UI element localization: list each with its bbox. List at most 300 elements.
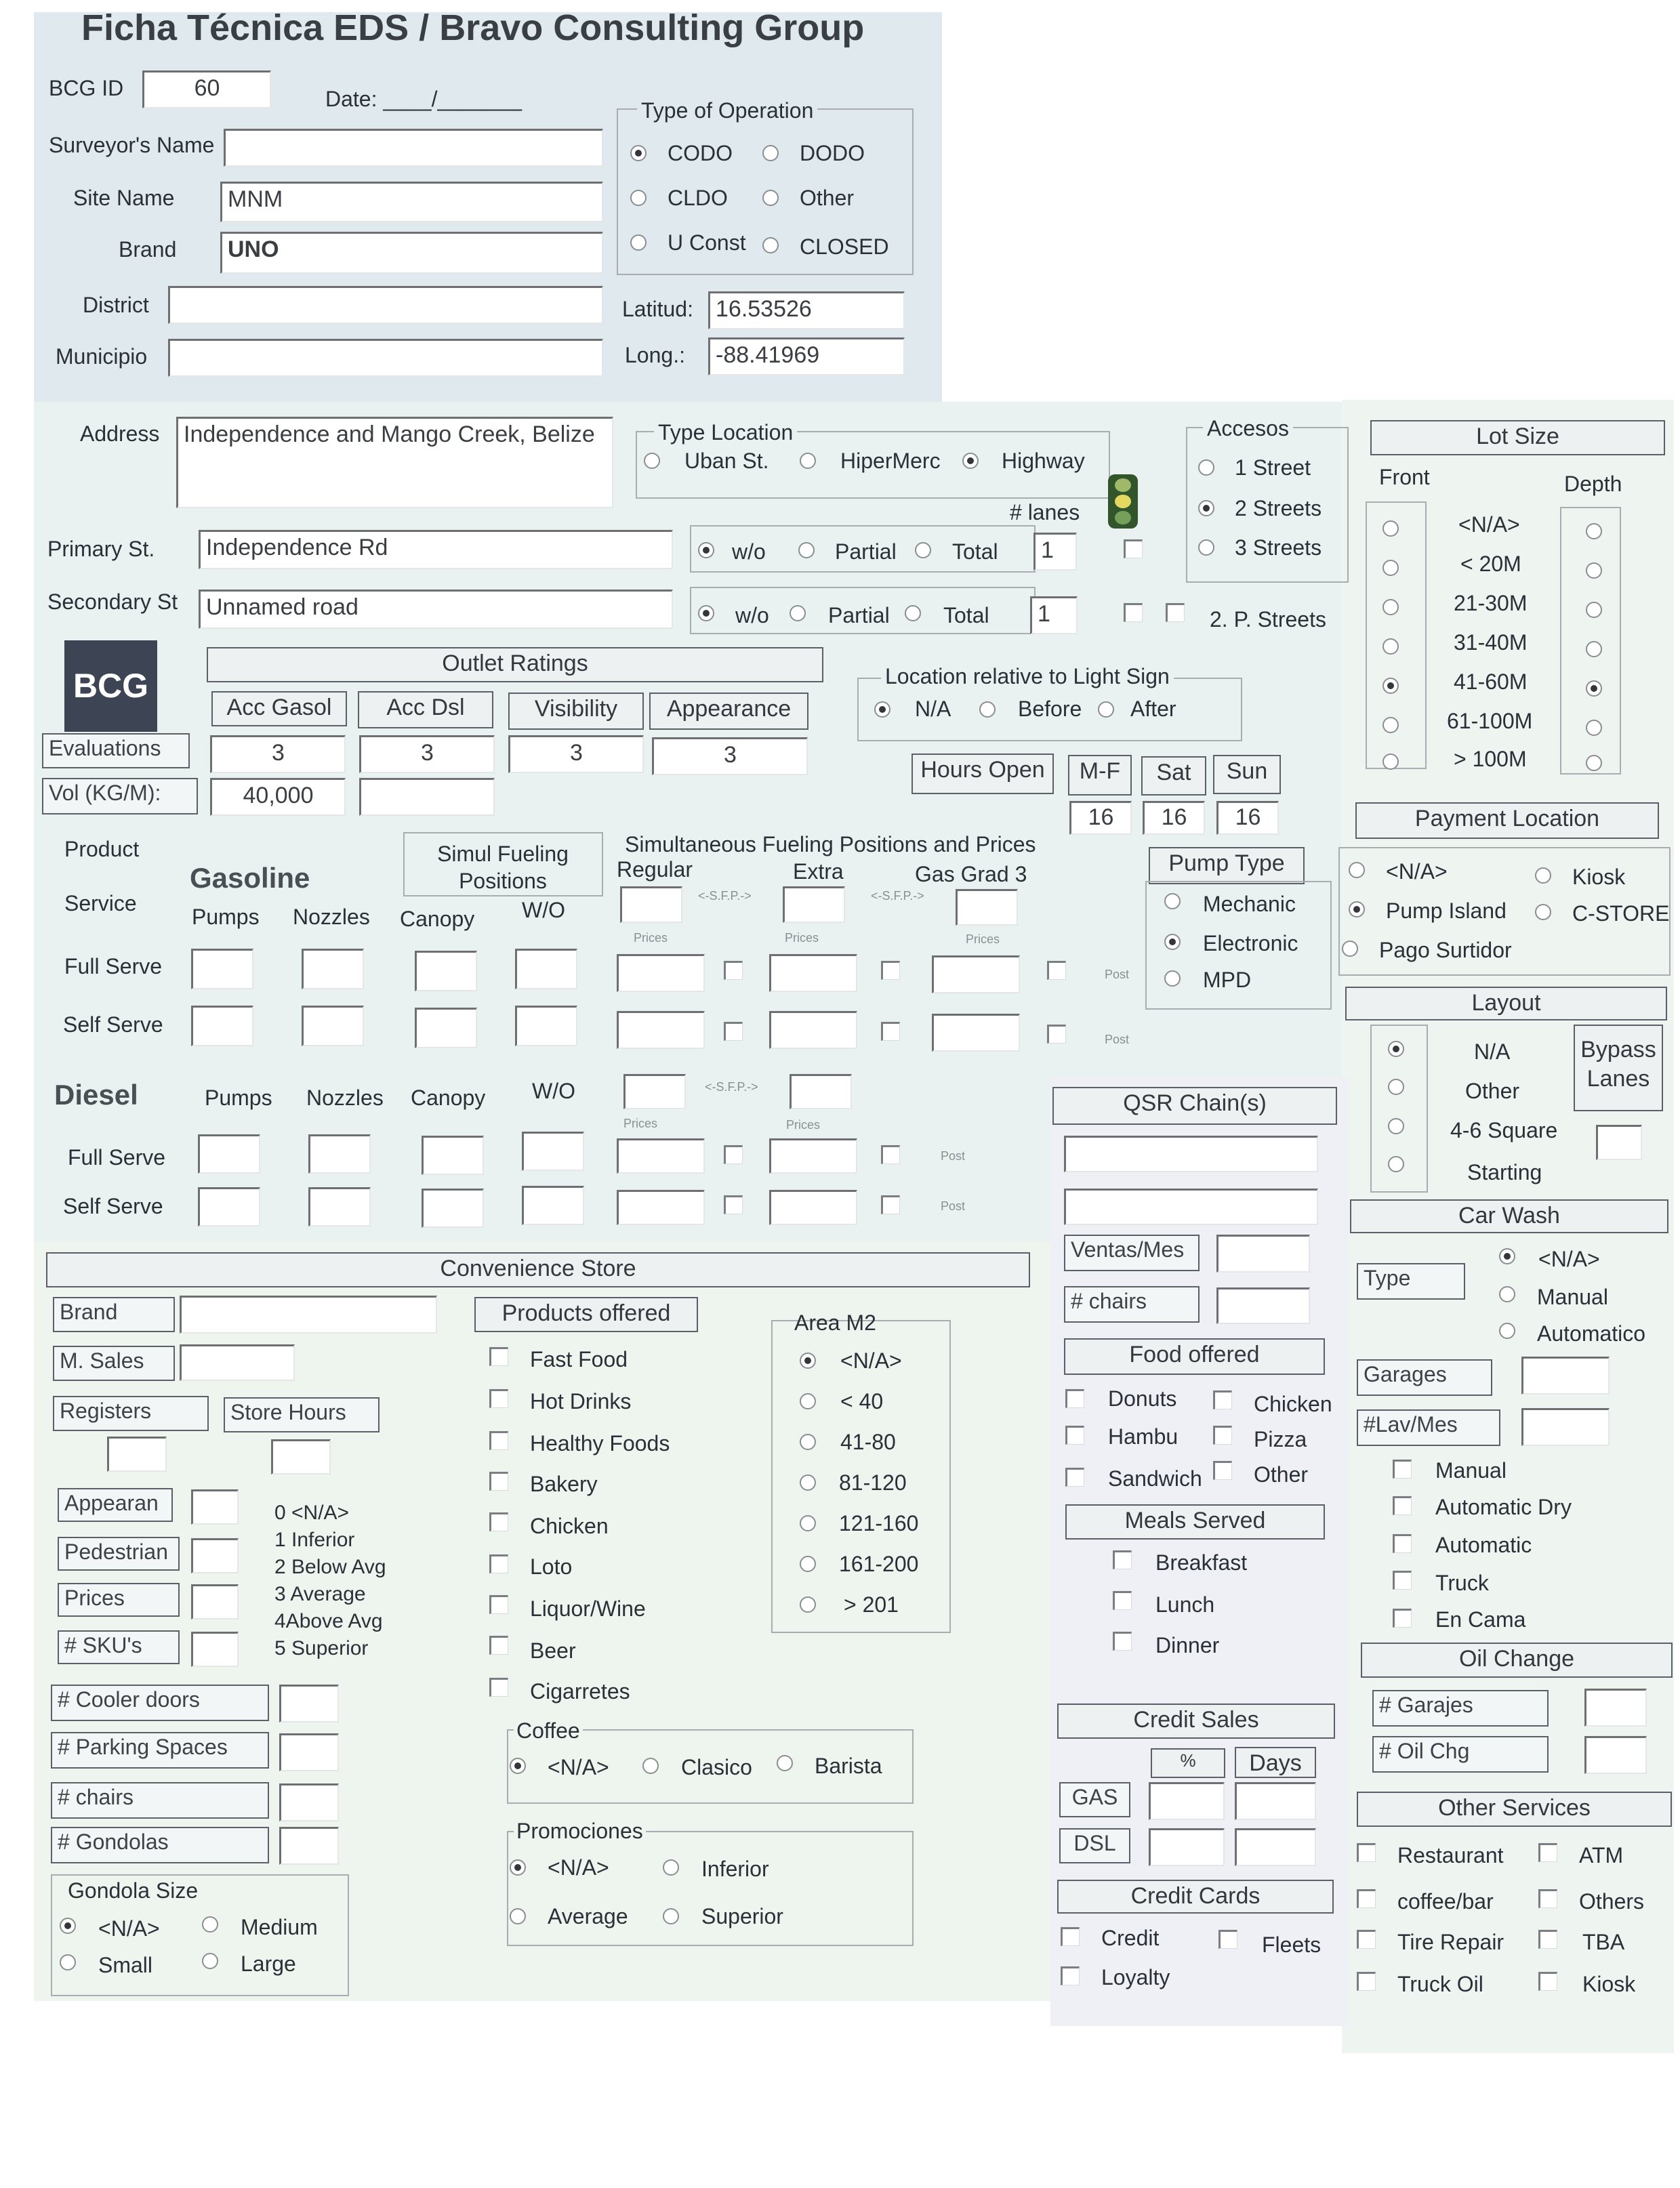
radio-secondary-wo[interactable] — [698, 605, 714, 621]
area-option: 161-200 — [839, 1552, 919, 1576]
credit-pct-header: % — [1151, 1748, 1225, 1778]
prices-field[interactable] — [191, 1584, 239, 1619]
gas-full-serve-label: Full Serve — [64, 954, 163, 978]
area-radio[interactable] — [800, 1596, 816, 1613]
lot-option: 41-60M — [1454, 669, 1528, 694]
radio-uban-st[interactable] — [644, 453, 660, 469]
pedestrian-label: Pedestrian — [58, 1537, 180, 1571]
radio-other[interactable] — [762, 190, 779, 206]
municipio-field[interactable] — [168, 339, 603, 377]
gasoline-label: Gasoline — [190, 862, 310, 894]
radio-promo-average[interactable] — [510, 1908, 526, 1924]
gas-full-regular-post[interactable] — [724, 961, 743, 980]
dsl-self-price[interactable] — [617, 1190, 705, 1225]
product-checkbox[interactable] — [489, 1554, 508, 1573]
dsl-full-canopy[interactable] — [422, 1136, 484, 1175]
credit-gas-pct[interactable] — [1149, 1782, 1225, 1820]
qsr-field-1[interactable] — [1064, 1136, 1318, 1172]
radio-carwash-na[interactable] — [1499, 1248, 1515, 1264]
svc-atm-checkbox[interactable] — [1538, 1843, 1557, 1862]
municipio-label: Municipio — [56, 344, 148, 369]
radio-secondary-total[interactable] — [905, 605, 921, 621]
radio-3-streets[interactable] — [1198, 539, 1214, 556]
radio-layout-na[interactable] — [1388, 1041, 1404, 1057]
operation-label: Type of Operation — [637, 98, 817, 123]
ventas-mes-label: Ventas/Mes — [1064, 1235, 1200, 1271]
credit-dsl-pct[interactable] — [1149, 1828, 1225, 1866]
vol-extra-field[interactable] — [359, 778, 495, 816]
radio-promo-inferior[interactable] — [663, 1859, 679, 1876]
oil-garajes-field[interactable] — [1584, 1689, 1647, 1727]
registers-field[interactable] — [107, 1437, 167, 1472]
option-dodo: DODO — [800, 141, 865, 165]
gondola-na: <N/A> — [98, 1916, 160, 1941]
bypass-lanes-field[interactable] — [1596, 1125, 1642, 1160]
food-sandwich: Sandwich — [1108, 1466, 1202, 1491]
dsl-full-price[interactable] — [617, 1138, 705, 1174]
radio-gondola-na[interactable] — [60, 1918, 76, 1934]
product-checkbox[interactable] — [489, 1678, 508, 1697]
appearance-value[interactable]: 3 — [652, 737, 808, 775]
qsr-field-2[interactable] — [1064, 1189, 1318, 1225]
pump-mechanic: Mechanic — [1203, 892, 1296, 916]
product-label: Product — [64, 837, 140, 861]
radio-secondary-partial[interactable] — [790, 605, 806, 621]
credit-dsl-days[interactable] — [1235, 1828, 1316, 1866]
dsl-full-nozzles[interactable] — [308, 1134, 371, 1174]
dsl-full-wo[interactable] — [522, 1132, 584, 1171]
lot-front-radio[interactable] — [1382, 638, 1399, 655]
meal-lunch-checkbox[interactable] — [1113, 1591, 1132, 1610]
lot-front-radio[interactable] — [1382, 520, 1399, 537]
cw-automatic-dry: Automatic Dry — [1435, 1495, 1572, 1519]
area-radio[interactable] — [800, 1434, 816, 1450]
secondary-lanes-field[interactable]: 1 — [1030, 596, 1078, 634]
radio-codo[interactable] — [630, 145, 647, 161]
pump-electronic: Electronic — [1203, 931, 1298, 955]
gas-full-post-label: Post — [1105, 968, 1130, 981]
parking-spaces-field[interactable] — [279, 1733, 339, 1771]
dsl-self-wo[interactable] — [522, 1186, 584, 1225]
brand-label: Brand — [119, 237, 177, 262]
dsl-self-serve-label: Self Serve — [63, 1194, 163, 1218]
option-2-streets: 2 Streets — [1235, 496, 1322, 520]
gas-self-pumps[interactable] — [191, 1006, 253, 1046]
food-other-checkbox[interactable] — [1213, 1461, 1232, 1480]
lot-front-radio[interactable] — [1382, 754, 1399, 770]
lot-depth-radio[interactable] — [1586, 755, 1602, 771]
dsl-full-price-2[interactable] — [769, 1138, 857, 1174]
lanes-label: # lanes — [1010, 500, 1080, 524]
product-beer: Beer — [530, 1638, 576, 1663]
svc-restaurant-checkbox[interactable] — [1357, 1843, 1376, 1862]
light-after: After — [1130, 697, 1176, 721]
card-loyalty-checkbox[interactable] — [1061, 1966, 1080, 1985]
lot-depth-radio[interactable] — [1586, 562, 1602, 579]
product-checkbox[interactable] — [489, 1636, 508, 1655]
credit-days-header: Days — [1235, 1747, 1316, 1778]
radio-payment-na[interactable] — [1349, 862, 1365, 878]
product-chicken: Chicken — [530, 1514, 609, 1538]
meal-dinner-checkbox[interactable] — [1113, 1632, 1132, 1651]
cw-truck-checkbox[interactable] — [1393, 1571, 1412, 1590]
primary-light-checkbox[interactable] — [1124, 539, 1143, 558]
gas-full-grad3-post[interactable] — [1047, 961, 1066, 980]
acc-gasol-header: Acc Gasol — [211, 691, 347, 726]
lot-depth-radio[interactable] — [1586, 641, 1602, 657]
convenience-store-header: Convenience Store — [46, 1252, 1030, 1287]
regular-sfp-field[interactable] — [620, 886, 682, 923]
cw-en-cama: En Cama — [1435, 1607, 1526, 1632]
cw-en-cama-checkbox[interactable] — [1393, 1609, 1412, 1628]
radio-gondola-small[interactable] — [60, 1954, 76, 1970]
scale-2: 2 Below Avg — [274, 1556, 386, 1578]
secondary-light-checkbox[interactable] — [1124, 603, 1143, 622]
skus-field[interactable] — [191, 1632, 239, 1667]
dsl-nozzles-header: Nozzles — [306, 1086, 384, 1110]
simul-header: Simul Fueling Positions — [437, 842, 569, 893]
option-closed: CLOSED — [800, 234, 889, 259]
carwash-automatico: Automatico — [1537, 1321, 1646, 1346]
radio-2-streets[interactable] — [1198, 500, 1214, 516]
district-label: District — [83, 293, 149, 317]
coffee-barista: Barista — [815, 1754, 882, 1778]
radio-promo-superior[interactable] — [663, 1908, 679, 1924]
two-p-streets-checkbox[interactable] — [1166, 603, 1185, 622]
lot-front-radio[interactable] — [1382, 717, 1399, 733]
food-hambu-checkbox[interactable] — [1065, 1426, 1084, 1445]
gas-full-grad3-price[interactable] — [932, 955, 1020, 993]
promo-superior: Superior — [701, 1904, 783, 1928]
product-checkbox[interactable] — [489, 1472, 508, 1491]
cw-automatic-dry-checkbox[interactable] — [1393, 1496, 1412, 1515]
dsl-self-price-2[interactable] — [769, 1190, 857, 1225]
hours-mf-header: M-F — [1068, 755, 1132, 796]
gas-self-grad3-price[interactable] — [932, 1014, 1020, 1052]
gondola-medium: Medium — [241, 1915, 318, 1939]
radio-coffee-clasico[interactable] — [642, 1758, 659, 1774]
radio-coffee-barista[interactable] — [777, 1755, 793, 1771]
gas-self-canopy[interactable] — [415, 1008, 477, 1048]
radio-carwash-automatico[interactable] — [1499, 1323, 1515, 1339]
dsl-pumps-header: Pumps — [205, 1086, 272, 1110]
hours-open-header: Hours Open — [911, 754, 1054, 794]
appearance-field[interactable] — [191, 1489, 239, 1525]
gas-self-post-label: Post — [1105, 1033, 1130, 1046]
area-option: 81-120 — [839, 1470, 907, 1495]
brand-field[interactable]: UNO — [220, 232, 603, 274]
promo-average: Average — [548, 1904, 628, 1928]
radio-light-after[interactable] — [1098, 701, 1114, 718]
product-loto: Loto — [530, 1554, 573, 1579]
gas-full-wo[interactable] — [515, 949, 577, 989]
store-sales-field[interactable] — [180, 1344, 295, 1381]
hours-sun-field[interactable]: 16 — [1216, 801, 1279, 835]
traffic-light-icon — [1108, 474, 1138, 529]
gas-full-regular-price[interactable] — [617, 954, 705, 992]
qsr-header: QSR Chain(s) — [1052, 1087, 1337, 1125]
radio-light-before[interactable] — [979, 701, 996, 718]
radio-primary-wo[interactable] — [698, 542, 714, 558]
credit-gas-days[interactable] — [1235, 1782, 1316, 1820]
car-wash-type-label: Type — [1357, 1263, 1465, 1300]
dsl-prices-label: Prices — [623, 1117, 658, 1130]
gas-self-nozzles[interactable] — [302, 1006, 364, 1046]
scale-4: 4Above Avg — [274, 1610, 383, 1632]
card-fleets: Fleets — [1262, 1933, 1322, 1957]
gas-self-extra-price[interactable] — [769, 1011, 857, 1049]
food-pizza: Pizza — [1254, 1427, 1307, 1451]
radio-layout-starting[interactable] — [1388, 1156, 1404, 1172]
primary-street-field[interactable]: Independence Rd — [199, 530, 673, 569]
area-radio[interactable] — [800, 1556, 816, 1572]
cooler-doors-field[interactable] — [279, 1685, 339, 1722]
depth-label: Depth — [1564, 472, 1622, 496]
svc-tba-checkbox[interactable] — [1538, 1930, 1557, 1949]
lot-depth-radio[interactable] — [1586, 720, 1602, 736]
store-brand-field[interactable] — [180, 1296, 437, 1334]
product-checkbox[interactable] — [489, 1389, 508, 1408]
primary-wo: w/o — [732, 539, 766, 564]
outlet-ratings-header: Outlet Ratings — [207, 647, 823, 682]
diesel-label: Diesel — [54, 1079, 138, 1111]
radio-cldo[interactable] — [630, 190, 647, 206]
pedestrian-field[interactable] — [191, 1538, 239, 1573]
radio-payment-c-store[interactable] — [1535, 904, 1551, 920]
radio-promo-na[interactable] — [510, 1859, 526, 1876]
area-radio[interactable] — [800, 1393, 816, 1409]
dsl-self-pumps[interactable] — [198, 1187, 260, 1226]
option-highway: Highway — [1002, 449, 1085, 473]
radio-primary-total[interactable] — [915, 542, 931, 558]
gas-self-extra-post[interactable] — [881, 1022, 900, 1041]
radio-layout-other[interactable] — [1388, 1079, 1404, 1095]
dsl-self-nozzles[interactable] — [308, 1187, 371, 1226]
oil-chg-field[interactable] — [1584, 1736, 1647, 1774]
cw-automatic-checkbox[interactable] — [1393, 1534, 1412, 1553]
lot-depth-radio[interactable] — [1586, 523, 1602, 539]
dsl-canopy-header: Canopy — [411, 1086, 486, 1110]
scale-0: 0 <N/A> — [274, 1502, 350, 1524]
radio-u-const[interactable] — [630, 234, 647, 251]
product-checkbox[interactable] — [489, 1595, 508, 1614]
site-field[interactable]: MNM — [220, 182, 603, 222]
dsl-self-post-1[interactable] — [724, 1195, 743, 1214]
extra-header: Extra — [793, 859, 844, 884]
radio-coffee-na[interactable] — [510, 1758, 526, 1774]
gas-wo-header: W/O — [522, 898, 565, 922]
radio-hipermerc[interactable] — [800, 453, 816, 469]
type-location-label: Type Location — [654, 420, 797, 445]
food-donuts-checkbox[interactable] — [1065, 1389, 1084, 1408]
gas-full-canopy[interactable] — [415, 951, 477, 991]
food-chicken-checkbox[interactable] — [1213, 1390, 1232, 1409]
service-label: Service — [64, 891, 137, 915]
oil-change-header: Oil Change — [1361, 1643, 1673, 1678]
radio-dodo[interactable] — [762, 145, 779, 161]
radio-gondola-medium[interactable] — [202, 1916, 218, 1933]
bcg-id-field[interactable]: 60 — [142, 70, 271, 108]
svc-others-checkbox[interactable] — [1538, 1889, 1557, 1908]
dsl-sfp-field[interactable] — [623, 1074, 686, 1109]
radio-carwash-manual[interactable] — [1499, 1286, 1515, 1302]
option-other: Other — [800, 186, 855, 210]
dsl-self-canopy[interactable] — [422, 1189, 484, 1228]
cw-manual-checkbox[interactable] — [1393, 1460, 1412, 1479]
lot-option: > 100M — [1454, 747, 1527, 771]
products-offered-header: Products offered — [474, 1297, 698, 1332]
radio-layout-square[interactable] — [1388, 1118, 1404, 1134]
dsl-full-pumps[interactable] — [198, 1134, 260, 1174]
lav-mes-field[interactable] — [1521, 1408, 1610, 1446]
store-chairs-label: # chairs — [51, 1782, 269, 1819]
acc-dsl-value[interactable]: 3 — [359, 735, 495, 773]
meals-served-header: Meals Served — [1065, 1504, 1325, 1540]
food-hambu: Hambu — [1108, 1424, 1179, 1449]
lot-front-radio[interactable] — [1382, 560, 1399, 576]
garages-label: Garages — [1357, 1359, 1492, 1396]
appearance-header: Appearance — [649, 693, 808, 730]
surveyor-field[interactable] — [224, 129, 603, 167]
radio-1-street[interactable] — [1198, 459, 1214, 476]
layout-na: N/A — [1474, 1039, 1511, 1064]
store-chairs-field[interactable] — [279, 1783, 339, 1821]
gas-self-wo[interactable] — [515, 1006, 577, 1046]
radio-mechanic[interactable] — [1164, 893, 1181, 909]
svc-kiosk-checkbox[interactable] — [1538, 1972, 1557, 1991]
garages-field[interactable] — [1521, 1357, 1610, 1395]
store-hours-field[interactable] — [271, 1439, 331, 1474]
radio-payment-pump-island[interactable] — [1349, 901, 1365, 917]
secondary-wo: w/o — [735, 603, 769, 627]
gondola-small: Small — [98, 1953, 153, 1977]
scale-5: 5 Superior — [274, 1637, 369, 1659]
area-m2-label: Area M2 — [794, 1310, 876, 1335]
product-cigarretes: Cigarretes — [530, 1679, 630, 1704]
hours-mf-field[interactable]: 16 — [1069, 801, 1132, 835]
dsl-sfp-field-2[interactable] — [790, 1074, 852, 1109]
gas-full-extra-price[interactable] — [769, 954, 857, 992]
long-field[interactable]: -88.41969 — [708, 337, 905, 375]
radio-light-na[interactable] — [874, 701, 890, 718]
bcg-id-label: BCG ID — [49, 76, 124, 100]
gas-self-regular-post[interactable] — [724, 1022, 743, 1041]
page-title: Ficha Técnica EDS / Bravo Consulting Group — [81, 7, 865, 48]
grad3-sfp-field[interactable] — [956, 889, 1018, 926]
card-loyalty: Loyalty — [1101, 1965, 1170, 1989]
meal-breakfast-checkbox[interactable] — [1113, 1550, 1132, 1569]
dsl-self-post-2[interactable] — [881, 1195, 900, 1214]
layout-square: 4-6 Square — [1450, 1118, 1558, 1142]
area-option: 121-160 — [839, 1511, 919, 1535]
radio-gondola-large[interactable] — [202, 1953, 218, 1969]
payment-na: <N/A> — [1386, 859, 1448, 884]
qsr-chairs-field[interactable] — [1216, 1287, 1310, 1324]
acc-gasol-value[interactable]: 3 — [210, 735, 346, 773]
dsl-full-post-2[interactable] — [881, 1145, 900, 1164]
vol-field[interactable]: 40,000 — [210, 778, 346, 816]
radio-closed[interactable] — [762, 237, 779, 253]
radio-electronic[interactable] — [1164, 934, 1181, 950]
svc-tire-repair-checkbox[interactable] — [1357, 1930, 1376, 1949]
visibility-value[interactable]: 3 — [508, 735, 644, 773]
hours-sat-field[interactable]: 16 — [1143, 801, 1205, 835]
gondolas-field[interactable] — [279, 1827, 339, 1865]
gas-full-pumps[interactable] — [191, 949, 253, 989]
secondary-street-field[interactable]: Unnamed road — [199, 590, 673, 629]
radio-payment-kiosk[interactable] — [1535, 867, 1551, 884]
visibility-header: Visibility — [508, 693, 644, 730]
district-field[interactable] — [168, 286, 603, 324]
card-fleets-checkbox[interactable] — [1218, 1930, 1237, 1949]
meal-lunch: Lunch — [1155, 1592, 1215, 1617]
primary-lanes-field[interactable]: 1 — [1033, 533, 1077, 571]
radio-payment-pago-surtidor[interactable] — [1342, 941, 1358, 957]
secondary-partial: Partial — [828, 603, 890, 627]
address-field[interactable]: Independence and Mango Creek, Belize — [176, 417, 613, 508]
option-codo: CODO — [668, 141, 733, 165]
lot-option: 61-100M — [1447, 709, 1533, 733]
option-u-const: U Const — [668, 230, 746, 255]
regular-prices-label: Prices — [634, 931, 668, 945]
gas-full-nozzles[interactable] — [302, 949, 364, 989]
svc-kiosk: Kiosk — [1582, 1972, 1636, 1996]
radio-mpd[interactable] — [1164, 970, 1181, 987]
evaluations-label: Evaluations — [42, 733, 190, 768]
address-label: Address — [80, 421, 160, 446]
product-checkbox[interactable] — [489, 1347, 508, 1366]
promo-inferior: Inferior — [701, 1857, 769, 1881]
primary-total: Total — [952, 539, 998, 564]
food-donuts: Donuts — [1108, 1386, 1177, 1411]
area-radio[interactable] — [800, 1515, 816, 1531]
svc-restaurant: Restaurant — [1397, 1843, 1504, 1867]
area-radio[interactable] — [800, 1353, 816, 1369]
dsl-full-post-1[interactable] — [724, 1145, 743, 1164]
product-liquor-wine: Liquor/Wine — [530, 1596, 646, 1621]
skus-label: # SKU's — [58, 1630, 180, 1664]
extra-sfp-field[interactable] — [783, 886, 845, 923]
food-sandwich-checkbox[interactable] — [1065, 1468, 1084, 1487]
radio-primary-partial[interactable] — [798, 542, 815, 558]
gas-pumps-header: Pumps — [192, 905, 260, 929]
gas-self-regular-price[interactable] — [617, 1011, 705, 1049]
ventas-mes-field[interactable] — [1216, 1235, 1310, 1273]
card-credit-checkbox[interactable] — [1061, 1927, 1080, 1946]
option-cldo: CLDO — [668, 186, 728, 210]
lot-front-radio[interactable] — [1382, 678, 1399, 694]
oil-chg-label: # Oil Chg — [1372, 1736, 1549, 1773]
area-radio[interactable] — [800, 1474, 816, 1491]
front-label: Front — [1379, 465, 1430, 489]
gas-self-grad3-post[interactable] — [1047, 1025, 1066, 1044]
svc-truck-oil-checkbox[interactable] — [1357, 1972, 1376, 1991]
radio-highway[interactable] — [962, 453, 979, 469]
product-checkbox[interactable] — [489, 1512, 508, 1531]
area-option: <N/A> — [840, 1348, 902, 1373]
latitud-field[interactable]: 16.53526 — [708, 291, 905, 329]
gas-full-extra-post[interactable] — [881, 961, 900, 980]
lot-depth-radio[interactable] — [1586, 680, 1602, 697]
lot-front-radio[interactable] — [1382, 599, 1399, 615]
svc-coffee-bar-checkbox[interactable] — [1357, 1889, 1376, 1908]
product-checkbox[interactable] — [489, 1431, 508, 1450]
food-pizza-checkbox[interactable] — [1213, 1426, 1232, 1445]
credit-sales-header: Credit Sales — [1057, 1704, 1335, 1739]
dsl-full-serve-label: Full Serve — [68, 1145, 166, 1170]
lot-depth-radio[interactable] — [1586, 602, 1602, 618]
gondola-large: Large — [241, 1952, 296, 1976]
